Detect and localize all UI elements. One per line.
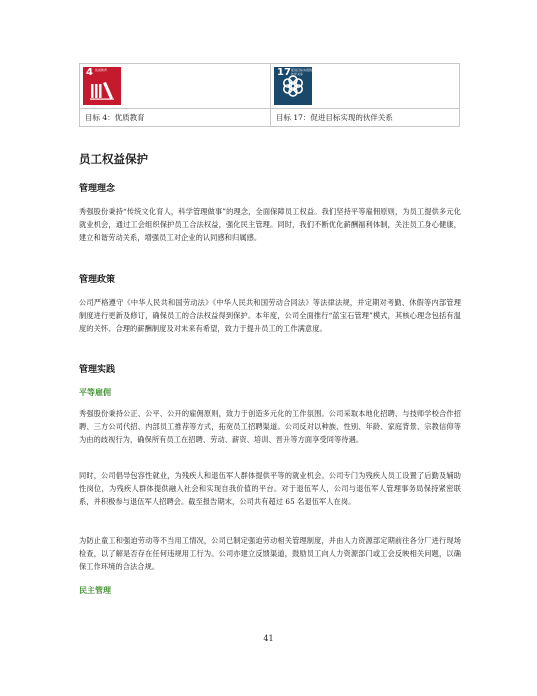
sdg-4-badge <box>83 67 121 105</box>
sdg-cell-goal-17 <box>271 64 461 126</box>
sdg-number: 17 <box>277 67 291 78</box>
sdg-number: 4 <box>86 67 93 78</box>
philosophy-heading: 管理理念 <box>79 184 116 194</box>
sdg-small-name: 优质教育 <box>95 68 108 72</box>
section-title: 员工权益保护 <box>79 152 148 166</box>
sdg-goal-table <box>79 63 460 127</box>
sdg-cell-goal-4 <box>80 64 270 126</box>
equal-employment-heading: 平等雇佣 <box>79 387 111 397</box>
equal-employment-paragraph-2: 同时，公司倡导包容性就业，为残疾人和退伍军人群体提供平等的就业机会。公司专门为残疾人员工设置了后勤及辅助性岗位，为残疾人群体提供融入社会和实现自我价值的平台。对于退伍军人，公司与退伍军人管理事务局保持紧密联系，并积极参与退伍军人招聘会。截至报告期末，公司共有超过 65 名退伍军人在岗。 <box>79 471 461 506</box>
sdg-17-badge <box>274 67 312 105</box>
sdg-label: 目标 4：优质教育 <box>85 113 145 122</box>
page-number: 41 <box>263 634 274 643</box>
policy-heading: 管理政策 <box>79 275 116 285</box>
sdg-label: 目标 17：促进目标实现的伙伴关系 <box>276 113 393 122</box>
philosophy-text: 秀强股份秉持“传统文化育人，科学管理做事”的理念，全面保障员工权益。我们坚持平等雇佣原则，为员工提供多元化就业机会，通过工会组织保护员工合法权益，强化民主管理。同时，我们不断优化薪酬福利体制，关注员工身心健康，建立和谐劳动关系，增强员工对企业的认同感和归属感。 <box>79 207 461 242</box>
equal-employment-paragraph-1: 秀强股份秉持公正、公平、公开的雇佣原则，致力于创造多元化的工作氛围。公司采取本地化招聘、与技师学校合作招聘、三方公司代招、内部员工推荐等方式，拓宽员工招聘渠道。公司反对以种族、性别、年龄、家庭背景、宗教信仰等为由的歧视行为，确保所有员工在招聘、劳动、薪资、培训、晋升等方面享受同等待遇。 <box>79 409 461 444</box>
democratic-management-heading: 民主管理 <box>79 585 111 595</box>
policy-text: 公司严格遵守《中华人民共和国劳动法》《中华人民共和国劳动合同法》等法律法规，并定期对考勤、休假等内部管理制度进行更新及修订，确保员工的合法权益得到保护。本年度，公司全面推行“蓝宝石管理”模式，其核心理念包括有温度的关怀、合理的薪酬制度及对未来有希望，致力于提升员工的工作满意度。 <box>79 298 461 333</box>
equal-employment-paragraph-3: 为防止童工和强迫劳动等不当用工情况，公司已制定强迫劳动相关管理制度，并由人力资源部定期前往各分厂进行现场检查，以了解是否存在任何违规用工行为。公司亦建立反馈渠道，鼓励员工向人力资源部门或工会反映相关问题，以确保工作环境的合法合规。 <box>79 536 461 571</box>
sdg-small-name: 促进目标实现的伙伴关系 <box>291 68 312 76</box>
practice-heading: 管理实践 <box>79 365 116 375</box>
